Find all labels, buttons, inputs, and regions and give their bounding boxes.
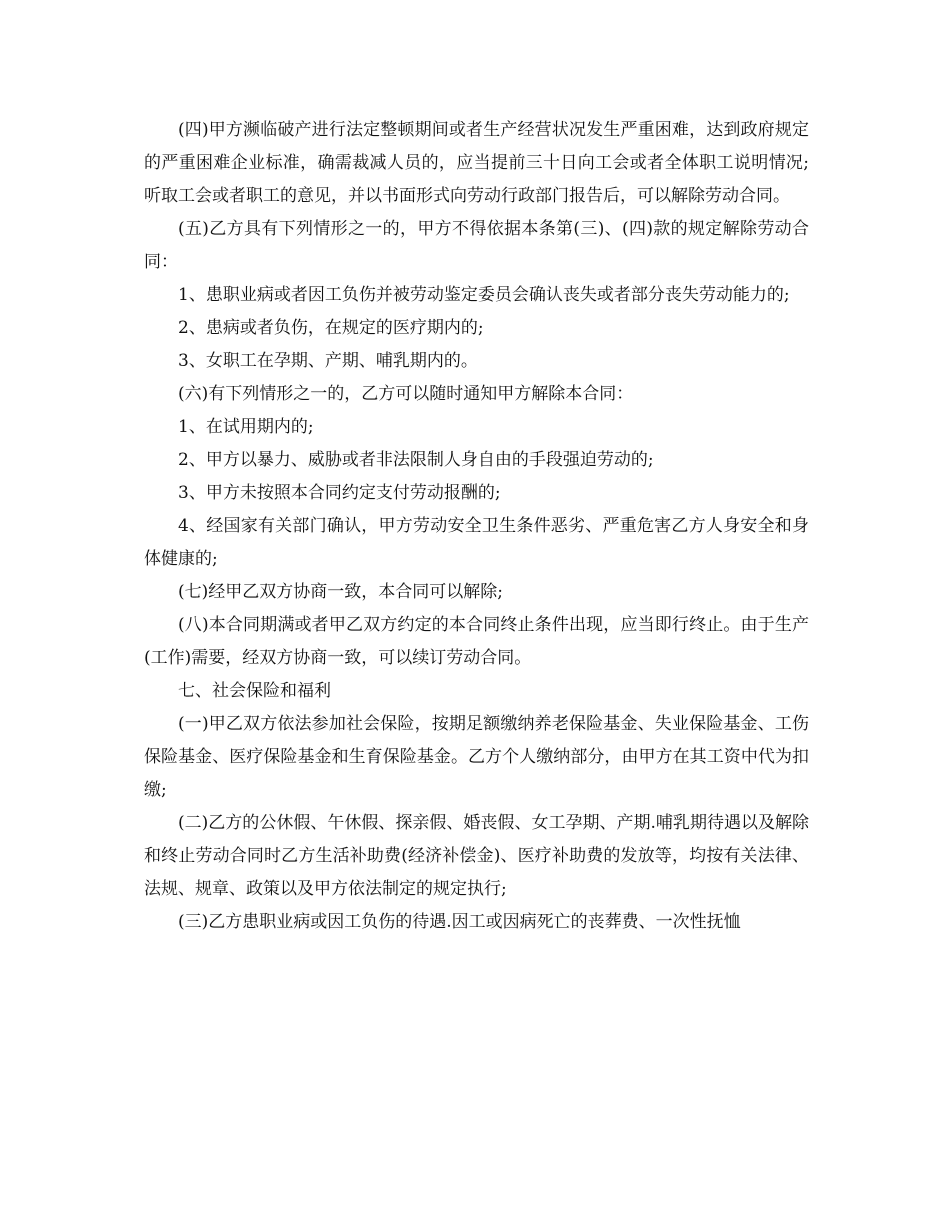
list-item: 4、经国家有关部门确认，甲方劳动安全卫生条件恶劣、严重危害乙方人身安全和身体健康的;	[144, 516, 809, 569]
list-item: 1、在试用期内的;	[178, 417, 314, 437]
list-item: 3、甲方未按照本合同约定支付劳动报酬的;	[178, 483, 501, 503]
paragraph-clause-5: (五)乙方具有下列情形之一的，甲方不得依据本条第(三)、(四)款的规定解除劳动合同：	[144, 219, 809, 272]
document-body	[144, 114, 809, 939]
list-item: 2、甲方以暴力、威胁或者非法限制人身自由的手段强迫劳动的;	[178, 450, 654, 470]
list-item: 3、女职工在孕期、产期、哺乳期内的。	[178, 351, 478, 371]
paragraph-clause-7: (七)经甲乙双方协商一致，本合同可以解除;	[178, 582, 503, 602]
list-item: 2、患病或者负伤，在规定的医疗期内的;	[178, 318, 484, 338]
paragraph-insurance-2: (二)乙方的公休假、午休假、探亲假、婚丧假、女工孕期、产期.哺乳期待遇以及解除和终止劳动合同时乙方生活补助费(经济补偿金)、医疗补助费的发放等，均按有关法律、法规、规章、政策以及甲方依法制定的规定执行;	[144, 813, 809, 899]
paragraph-clause-4: (四)甲方濒临破产进行法定整顿期间或者生产经营状况发生严重困难，达到政府规定的严重困难企业标准，确需裁减人员的，应当提前三十日向工会或者全体职工说明情况;听取工会或者职工的意见，并以书面形式向劳动行政部门报告后，可以解除劳动合同。	[144, 120, 809, 206]
list-item: 1、患职业病或者因工负伤并被劳动鉴定委员会确认丧失或者部分丧失劳动能力的;	[178, 285, 790, 305]
paragraph-insurance-3: (三)乙方患职业病或因工负伤的待遇.因工或因病死亡的丧葬费、一次性抚恤	[178, 912, 741, 932]
paragraph-insurance-1: (一)甲乙双方依法参加社会保险，按期足额缴纳养老保险基金、失业保险基金、工伤保险基金、医疗保险基金和生育保险基金。乙方个人缴纳部分，由甲方在其工资中代为扣缴;	[144, 714, 809, 800]
paragraph-clause-6: (六)有下列情形之一的，乙方可以随时通知甲方解除本合同：	[178, 384, 634, 404]
section-heading: 七、社会保险和福利	[178, 681, 331, 701]
paragraph-clause-8: (八)本合同期满或者甲乙双方约定的本合同终止条件出现，应当即行终止。由于生产(工作)需要，经双方协商一致，可以续订劳动合同。	[144, 615, 809, 668]
